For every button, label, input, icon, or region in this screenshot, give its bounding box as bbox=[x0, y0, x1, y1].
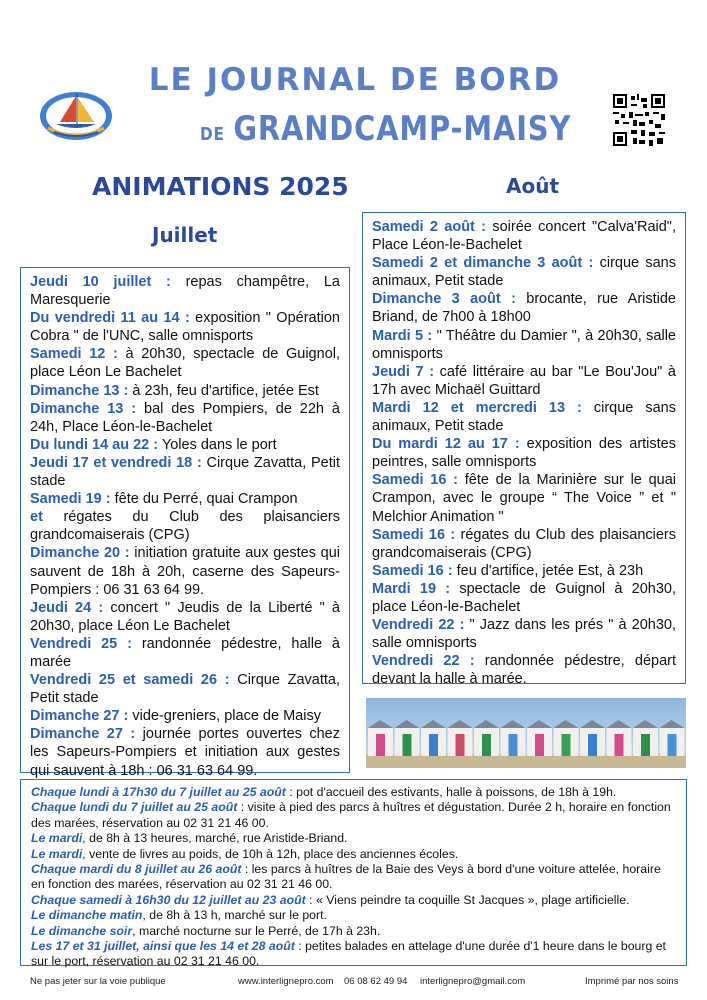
footer-email-link[interactable]: interlignepro@gmail.com bbox=[420, 976, 526, 987]
event-date: Dimanche 13 : bbox=[30, 400, 137, 417]
event-item bbox=[372, 218, 676, 254]
footer-website-link[interactable]: www.interlignepro.com bbox=[238, 976, 334, 987]
event-text: concert " Jeudis de la Liberté " à 20h30, place Léon Le Bachelet bbox=[30, 599, 340, 634]
event-date: Dimanche 20 : bbox=[30, 545, 130, 562]
recurring-item bbox=[31, 908, 677, 923]
event-date: Samedi 16 : bbox=[372, 562, 453, 579]
event-text: exposition " Opération Cobra " de l'UNC, salle omnisports bbox=[30, 310, 340, 345]
event-text: cirque sans animaux, Petit stade bbox=[372, 399, 676, 435]
event-date: Samedi 19 : bbox=[30, 491, 111, 508]
recurring-item bbox=[31, 862, 677, 893]
recurring-text: , de 8h à 13 h, marché sur le port. bbox=[142, 908, 327, 923]
event-text: feu d'artifice, jetée Est, à 23h bbox=[452, 562, 644, 579]
recurring-item bbox=[31, 831, 677, 846]
recurring-when: Chaque lundi à 17h30 du 7 juillet au 25 août bbox=[31, 785, 286, 799]
recurring-text: : « Viens peindre ta coquille St Jacques », plage artificielle. bbox=[305, 892, 630, 907]
event-text: randonnée pédestre, halle à marée bbox=[30, 635, 340, 670]
event-text: " Jazz dans les prés " à 20h30, salle omnisports bbox=[372, 617, 676, 652]
event-item bbox=[30, 599, 340, 635]
sailing-ship-logo bbox=[36, 84, 116, 144]
event-item bbox=[372, 526, 676, 562]
recurring-text: : visite à pied des parcs à huîtres et dégustation. Durée 2 h, horaire en fonction des marées, réservation au 02 31 21 46 00. bbox=[31, 800, 671, 830]
event-text: régates du Club des plaisanciers grandcomaiserais (CPG) bbox=[30, 509, 340, 544]
event-text: vide-greniers, place de Maisy bbox=[128, 708, 321, 725]
event-date: et bbox=[30, 509, 43, 526]
hut-door bbox=[429, 734, 438, 756]
recurring-when: Chaque samedi à 16h30 du 12 juillet au 23 août bbox=[31, 892, 306, 907]
event-date: Mardi 19 : bbox=[372, 580, 451, 597]
hut-door bbox=[615, 734, 624, 756]
event-date: Jeudi 17 et vendredi 18 : bbox=[30, 454, 202, 471]
animations-title: ANIMATIONS 2025 bbox=[92, 172, 349, 201]
event-item bbox=[30, 436, 340, 454]
event-text: Cirque Zavatta, Petit stade bbox=[30, 454, 340, 490]
recurring-text: : les parcs à huîtres de la Baie des Veys à bord d'une voiture attelée, horaire en fonction des marées, réservation au 02 31 21 46 00. bbox=[31, 862, 661, 892]
footer-printed: Imprimé par nos soins bbox=[585, 976, 679, 987]
event-text: journée portes ouvertes chez les Sapeurs-Pompiers et initiation aux gestes qui sauvent à 18h : 06 31 63 64 99. bbox=[30, 726, 340, 779]
journal-title: LE JOURNAL DE BORD bbox=[148, 62, 562, 98]
event-date: Samedi 16 : bbox=[372, 526, 456, 543]
july-heading: Juillet bbox=[152, 223, 218, 247]
event-item bbox=[30, 382, 340, 400]
recurring-item bbox=[31, 939, 677, 970]
title-place: GRANDCAMP-MAISY bbox=[233, 109, 572, 149]
event-item bbox=[372, 616, 676, 652]
recurring-text: , de 8h à 13 heures, marché, rue Aristide-Briand. bbox=[82, 831, 348, 846]
event-text: exposition des artistes peintres, salle omnisports bbox=[372, 436, 676, 471]
footer-note: Ne pas jeter sur la voie publique bbox=[30, 976, 166, 987]
event-item bbox=[372, 435, 676, 471]
event-item bbox=[30, 544, 340, 598]
event-text: cirque sans animaux, Petit stade bbox=[372, 255, 676, 290]
event-item bbox=[30, 725, 340, 779]
event-date: Mardi 12 et mercredi 13 : bbox=[372, 399, 582, 416]
event-date: Du vendredi 11 au 14 : bbox=[30, 310, 190, 327]
event-item bbox=[30, 273, 340, 309]
hut-door bbox=[482, 734, 491, 756]
recurring-text: : pot d'accueil des estivants, halle à poissons, de 18h à 19h. bbox=[285, 785, 617, 799]
event-date: Samedi 12 : bbox=[30, 346, 118, 363]
title-de: DE bbox=[200, 124, 225, 145]
event-item bbox=[30, 707, 340, 725]
event-text: spectacle de Guignol à 20h30, place Léon-le-Bachelet bbox=[372, 580, 677, 615]
recurring-when: Le mardi bbox=[31, 846, 83, 861]
recurring-when: Les 17 et 31 juillet, ainsi que les 14 et 28 août bbox=[31, 939, 295, 954]
event-text: " Théâtre du Damier ", à 20h30, salle omnisports bbox=[372, 327, 676, 362]
august-events-box bbox=[362, 212, 686, 688]
event-text: soirée concert "Calva'Raid", Place Léon-le-Bachelet bbox=[372, 219, 676, 254]
hut-door bbox=[403, 734, 412, 756]
event-date: Dimanche 27 : bbox=[30, 708, 129, 725]
recurring-events-box bbox=[20, 779, 687, 969]
event-text: café littéraire au bar "Le Bou'Jou" à 17h avec Michaël Guittard bbox=[372, 363, 676, 398]
beach-huts-photo bbox=[366, 698, 686, 768]
recurring-text: , vente de livres au poids, de 10h à 12h, place des anciennes écoles. bbox=[82, 846, 459, 861]
event-item bbox=[372, 399, 676, 435]
event-item bbox=[372, 471, 676, 525]
event-date: Samedi 2 août : bbox=[372, 219, 487, 235]
event-text: Yoles dans le port bbox=[158, 436, 277, 453]
event-item bbox=[30, 508, 340, 544]
event-date: Jeudi 7 : bbox=[372, 363, 435, 380]
hut-door bbox=[456, 734, 465, 756]
event-item bbox=[372, 254, 676, 290]
event-item bbox=[30, 345, 340, 381]
recurring-text: , marché nocturne sur le Perré, de 17h à 23h. bbox=[132, 923, 381, 938]
event-item bbox=[372, 363, 676, 399]
event-text: régates du Club des plaisanciers grandcomaiserais (CPG) bbox=[372, 526, 676, 561]
july-events-box bbox=[20, 267, 350, 779]
footer-phone: 06 08 62 49 94 bbox=[344, 976, 408, 987]
recurring-item bbox=[31, 924, 677, 939]
hut-door bbox=[588, 734, 597, 756]
event-date: Du mardi 12 au 17 : bbox=[372, 436, 520, 453]
event-item bbox=[372, 327, 676, 363]
hut-door bbox=[509, 734, 518, 756]
event-date: Samedi 2 et dimanche 3 août : bbox=[372, 255, 594, 272]
hut-door bbox=[535, 734, 544, 756]
event-date: Jeudi 24 : bbox=[30, 599, 104, 616]
recurring-when: Chaque lundi du 7 juillet au 25 août bbox=[31, 800, 238, 815]
recurring-when: Chaque mardi du 8 juillet au 26 août bbox=[31, 862, 242, 877]
event-item bbox=[30, 400, 340, 436]
hut-door bbox=[376, 734, 385, 756]
event-item bbox=[372, 580, 676, 616]
event-text: à 23h, feu d'artifice, jetée Est bbox=[128, 382, 319, 399]
recurring-when: Le mardi bbox=[31, 831, 83, 846]
event-date: Mardi 5 : bbox=[372, 327, 433, 344]
august-heading: Août bbox=[506, 174, 560, 198]
event-text: à 20h30, spectacle de Guignol, place Léon Le Bachelet bbox=[30, 346, 341, 381]
qr-code-icon[interactable] bbox=[611, 92, 667, 148]
event-date: Samedi 16 : bbox=[372, 472, 458, 489]
hut-door bbox=[668, 734, 677, 756]
event-item bbox=[372, 652, 676, 688]
event-date: Dimanche 3 août : bbox=[372, 291, 516, 308]
event-text: bal des Pompiers, de 22h à 24h, Place Léon-le-Bachelet bbox=[30, 400, 340, 435]
event-date: Dimanche 13 : bbox=[30, 382, 129, 399]
place-title bbox=[200, 109, 571, 149]
event-text: randonnée pédestre, départ devant la halle à marée. bbox=[372, 653, 677, 688]
recurring-item bbox=[31, 847, 677, 862]
recurring-when: Le dimanche soir bbox=[31, 923, 133, 938]
event-date: Jeudi 10 juillet : bbox=[30, 274, 171, 290]
event-item bbox=[30, 635, 340, 671]
event-item bbox=[30, 454, 340, 490]
event-date: Dimanche 27 : bbox=[30, 726, 136, 743]
event-item bbox=[372, 290, 676, 326]
event-text: Cirque Zavatta, Petit stade bbox=[30, 672, 340, 707]
recurring-item bbox=[31, 800, 677, 831]
event-text: fête du Perré, quai Crampon bbox=[110, 491, 298, 508]
event-item bbox=[372, 562, 676, 580]
event-text: brocante, rue Aristide Briand, de 7h00 à 18h00 bbox=[372, 291, 676, 326]
event-date: Vendredi 25 et samedi 26 : bbox=[30, 672, 230, 689]
event-date: Vendredi 22 : bbox=[372, 653, 475, 670]
event-date: Vendredi 25 : bbox=[30, 635, 132, 652]
event-text: initiation gratuite aux gestes qui sauvent de 18h à 20h, caserne des Sapeurs-Pompiers : 06 31 63 64 99. bbox=[30, 545, 340, 598]
event-item bbox=[30, 490, 340, 508]
event-date: Du lundi 14 au 22 : bbox=[30, 436, 159, 453]
event-date: Vendredi 22 : bbox=[372, 617, 465, 634]
event-text: fête de la Marinière sur le quai Crampon, avec le groupe “ The Voice ” et " Melchior Animation " bbox=[372, 472, 676, 525]
hut-door bbox=[562, 734, 571, 756]
event-text: repas champêtre, La Maresquerie bbox=[30, 274, 340, 309]
recurring-item bbox=[31, 785, 677, 800]
recurring-when: Le dimanche matin bbox=[31, 908, 143, 923]
recurring-item bbox=[31, 893, 677, 908]
event-item bbox=[30, 309, 340, 345]
recurring-text: : petites balades en attelage d'une durée d'1 heure dans le bourg et sur le port, réservation au 02 31 21 46 00. bbox=[31, 939, 666, 969]
event-item bbox=[30, 671, 340, 707]
hut-door bbox=[641, 734, 650, 756]
